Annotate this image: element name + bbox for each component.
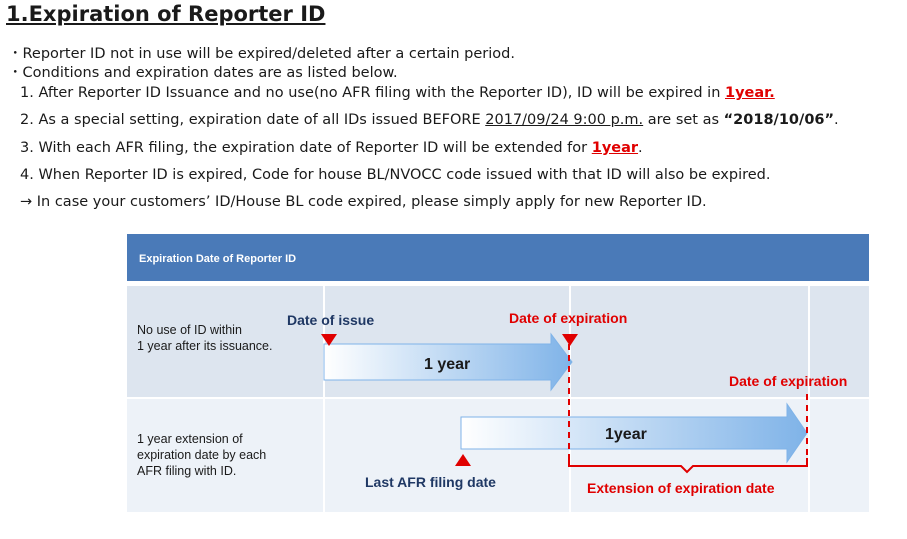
condition-item-4: 4. When Reporter ID is expired, Code for house BL/NVOCC code issued with that ID will also be expired.: [20, 167, 771, 183]
date-of-issue-label: Date of issue: [287, 312, 375, 328]
date-of-expiration-label-2: Date of expiration: [729, 373, 848, 389]
condition-note: → In case your customers’ ID/House BL code expired, please simply apply for new Reporter ID.: [20, 194, 707, 210]
extension-label: Extension of expiration date: [587, 480, 775, 496]
page-title: 1.Expiration of Reporter ID: [6, 2, 326, 26]
bullet-item: ・Conditions and expiration dates are as listed below.: [8, 65, 398, 81]
date-of-expiration-label-1: Date of expiration: [509, 310, 628, 326]
condition-item-3: 3. With each AFR filing, the expiration date of Reporter ID will be extended for 1year.: [20, 140, 643, 156]
condition-item-1: 1. After Reporter ID Issuance and no use(no AFR filing with the Reporter ID), ID will be expired in 1year.: [20, 85, 775, 101]
row-1-label: No use of ID within 1 year after its issuance.: [137, 323, 273, 353]
expiration-diagram: [127, 234, 869, 512]
row-2-label: 1 year extension of expiration date by each AFR filing with ID.: [137, 432, 267, 478]
diagram-header: Expiration Date of Reporter ID: [139, 253, 297, 265]
arrow-2-label: 1year: [605, 426, 647, 443]
last-afr-label: Last AFR filing date: [365, 474, 496, 490]
condition-item-2: 2. As a special setting, expiration date of all IDs issued BEFORE 2017/09/24 9:00 p.m. are set as “2018/10/06”.: [20, 112, 839, 128]
bullet-item: ・Reporter ID not in use will be expired/deleted after a certain period.: [8, 46, 515, 62]
arrow-1-label: 1 year: [424, 356, 471, 373]
